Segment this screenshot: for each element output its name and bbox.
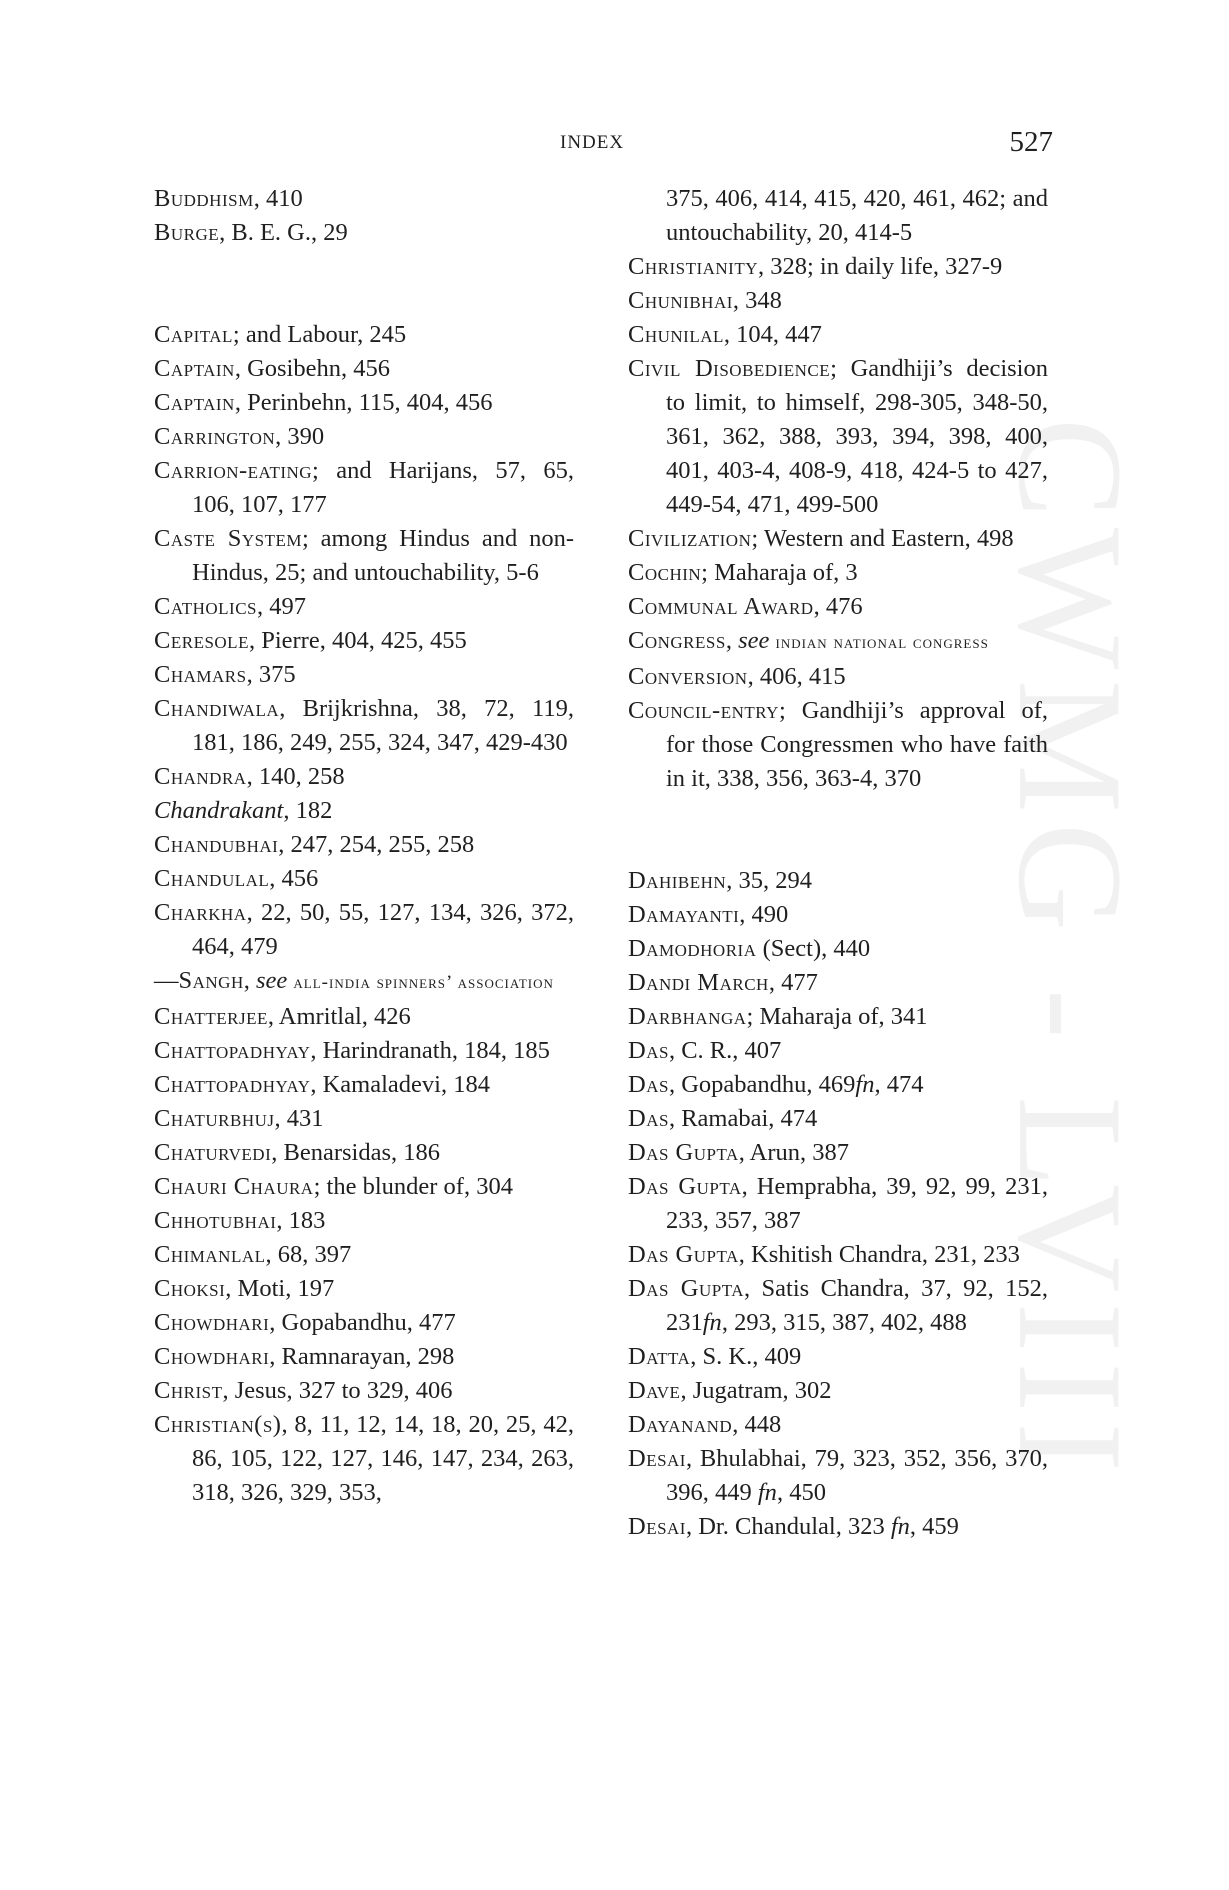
index-entry: Cochin; Maharaja of, 3	[628, 559, 858, 586]
index-entry: Council-entry; Gandhiji’s approval of, for those Congressmen who have faith in it, 338, 356, 363-4, 370	[628, 697, 1048, 792]
index-entry: Buddhism, 410	[154, 185, 303, 212]
index-entry: Darbhanga; Maharaja of, 341	[628, 1003, 928, 1030]
index-entry: Desai, Dr. Chandulal, 323 fn, 459	[628, 1513, 959, 1540]
index-entry: Das Gupta, Kshitish Chandra, 231, 233	[628, 1241, 1020, 1268]
index-entry: Chunibhai, 348	[628, 287, 782, 314]
index-entry: Captain, Gosibehn, 456	[154, 355, 390, 382]
index-entry: Chandiwala, Brijkrishna, 38, 72, 119, 181, 186, 249, 255, 324, 347, 429-430	[154, 695, 574, 756]
running-head: INDEX	[560, 132, 625, 153]
index-entry: Christian(s), 8, 11, 12, 14, 18, 20, 25, 42, 86, 105, 122, 127, 146, 147, 234, 263, 318, 326, 329, 353,	[154, 1411, 574, 1506]
index-entry: Chaturvedi, Benarsidas, 186	[154, 1139, 440, 1166]
index-entry: Chamars, 375	[154, 661, 296, 688]
index-entry: Das, C. R., 407	[628, 1037, 782, 1064]
index-entry: Conversion, 406, 415	[628, 663, 846, 690]
index-entry: —Sangh, see all-india spinners’ association	[154, 967, 554, 994]
index-entry: Charkha, 22, 50, 55, 127, 134, 326, 372, 464, 479	[154, 899, 574, 960]
index-entry: Chatterjee, Amritlal, 426	[154, 1003, 411, 1030]
index-entry: Chandulal, 456	[154, 865, 319, 892]
index-entry: Damodhoria (Sect), 440	[628, 935, 871, 962]
index-column-right	[628, 182, 1048, 1544]
index-entry: Congress, see indian national congress	[628, 627, 989, 654]
index-entry: Carrion-eating; and Harijans, 57, 65, 106, 107, 177	[154, 457, 574, 518]
index-entry: Chauri Chaura; the blunder of, 304	[154, 1173, 513, 1200]
index-entry: Communal Award, 476	[628, 593, 863, 620]
index-entry: Chimanlal, 68, 397	[154, 1241, 352, 1268]
index-entry-continuation: 375, 406, 414, 415, 420, 461, 462; and untouchability, 20, 414-5	[666, 185, 1048, 246]
index-entry: Catholics, 497	[154, 593, 307, 620]
index-entry: Chandrakant, 182	[154, 797, 333, 824]
index-entry: Choksi, Moti, 197	[154, 1275, 335, 1302]
index-entry: Caste System; among Hindus and non-Hindus, 25; and untouchability, 5-6	[154, 525, 574, 586]
index-entry: Datta, S. K., 409	[628, 1343, 802, 1370]
index-entry: Chattopadhyay, Kamaladevi, 184	[154, 1071, 490, 1098]
index-entry: Dayanand, 448	[628, 1411, 782, 1438]
index-entry: Das, Ramabai, 474	[628, 1105, 818, 1132]
index-entry: Chandra, 140, 258	[154, 763, 345, 790]
index-entry: Dave, Jugatram, 302	[628, 1377, 832, 1404]
index-entry: Das Gupta, Hemprabha, 39, 92, 99, 231, 233, 357, 387	[628, 1173, 1048, 1234]
letter-group-gap	[154, 250, 574, 318]
letter-group-gap	[628, 796, 1048, 864]
index-entry: Ceresole, Pierre, 404, 425, 455	[154, 627, 467, 654]
index-entry: Captain, Perinbehn, 115, 404, 456	[154, 389, 493, 416]
index-entry: Damayanti, 490	[628, 901, 789, 928]
index-entry: Dandi March, 477	[628, 969, 818, 996]
index-entry: Christianity, 328; in daily life, 327-9	[628, 253, 1003, 280]
index-entry: Capital; and Labour, 245	[154, 321, 407, 348]
index-entry: Carrington, 390	[154, 423, 325, 450]
index-entry: Civil Disobedience; Gandhiji’s decision to limit, to himself, 298-305, 348-50, 361, 362, 388, 393, 394, 398, 400, 401, 403-4, 408-9, 418, 424-5 to 427, 449-54, 471, 499-500	[628, 355, 1048, 518]
index-entry: Chowdhari, Ramnarayan, 298	[154, 1343, 455, 1370]
index-entry: Chowdhari, Gopabandhu, 477	[154, 1309, 456, 1336]
index-entry: Chunilal, 104, 447	[628, 321, 822, 348]
index-entry: Civilization; Western and Eastern, 498	[628, 525, 1014, 552]
index-entry: Christ, Jesus, 327 to 329, 406	[154, 1377, 453, 1404]
index-entry: Chaturbhuj, 431	[154, 1105, 324, 1132]
index-entry: Das Gupta, Arun, 387	[628, 1139, 850, 1166]
index-entry: Das Gupta, Satis Chandra, 37, 92, 152, 231fn, 293, 315, 387, 402, 488	[628, 1275, 1048, 1336]
index-entry: Burge, B. E. G., 29	[154, 219, 348, 246]
watermark-text: CWMG - LVIII	[987, 417, 1153, 1483]
index-entry: Chattopadhyay, Harindranath, 184, 185	[154, 1037, 550, 1064]
page-number: 527	[1009, 126, 1053, 158]
index-entry: Das, Gopabandhu, 469fn, 474	[628, 1071, 924, 1098]
index-entry: Chandubhai, 247, 254, 255, 258	[154, 831, 475, 858]
index-entry: Dahibehn, 35, 294	[628, 867, 812, 894]
index-column-left	[154, 182, 574, 1510]
index-entry: Chhotubhai, 183	[154, 1207, 326, 1234]
index-entry: Desai, Bhulabhai, 79, 323, 352, 356, 370, 396, 449 fn, 450	[628, 1445, 1048, 1506]
